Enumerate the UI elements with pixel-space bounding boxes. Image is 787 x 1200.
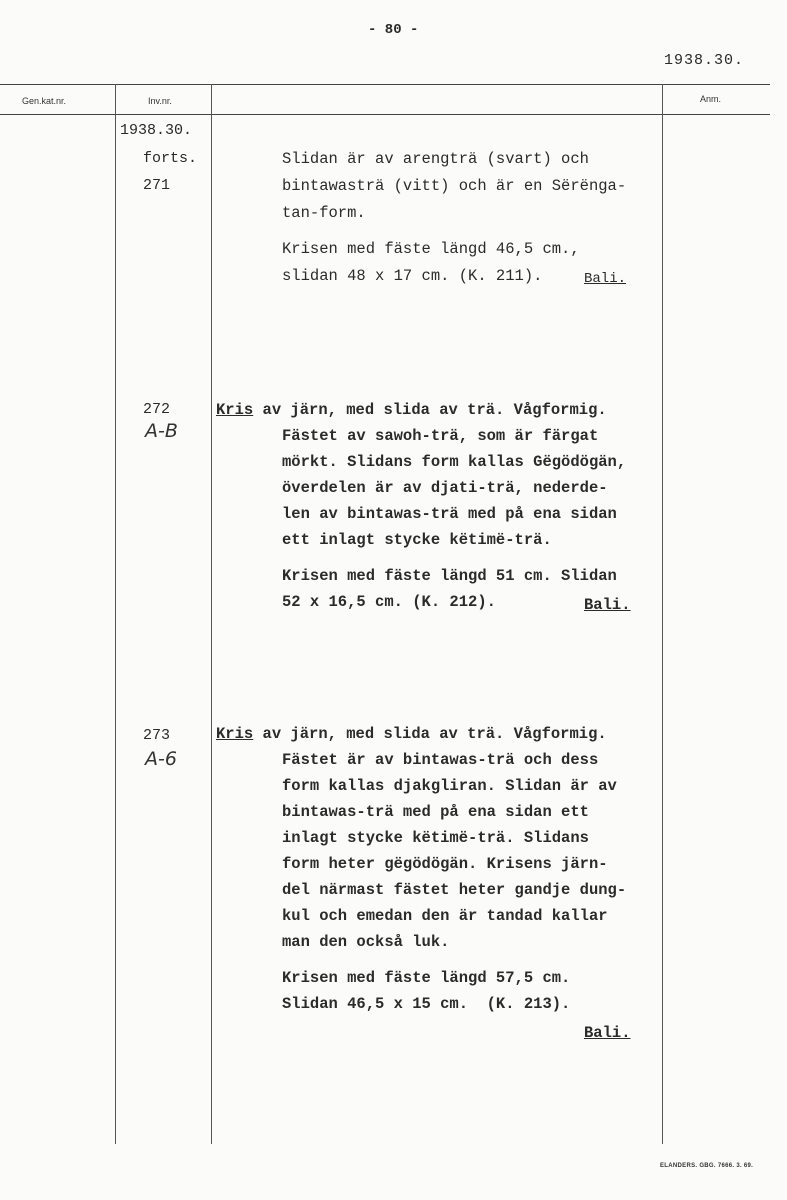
entry-272-line: mörkt. Slidans form kallas Gëgödögän, [282, 453, 627, 471]
printer-footer: ELANDERS. GBG. 7666. 3. 69. [660, 1163, 754, 1169]
entry-273-line: form kallas djakgliran. Slidan är av [282, 777, 617, 795]
entry-273-measure: Slidan 46,5 x 15 cm. (K. 213). [282, 995, 571, 1013]
entry-273-line: inlagt stycke këtimë-trä. Slidans [282, 829, 589, 847]
page-number: - 80 - [368, 22, 419, 38]
column-rule-1 [115, 84, 116, 1144]
entry-273-first-line [216, 721, 607, 747]
entry-272-measure: Krisen med fäste längd 51 cm. Slidan [282, 567, 617, 585]
entry-272-line: Fästet av sawoh-trä, som är färgat [282, 427, 599, 445]
inv-number-272: 272 [143, 401, 171, 418]
column-rule-2 [211, 84, 212, 1144]
entry-271-line: bintawasträ (vitt) och är en Sërënga- [282, 177, 627, 195]
inv-forts: forts. [143, 150, 198, 167]
entry-271-line: Slidan är av arengträ (svart) och [282, 150, 589, 168]
entry-273-line: Fästet är av bintawas-trä och dess [282, 751, 599, 769]
inv-number-271: 271 [143, 177, 171, 194]
entry-273-lead: Kris [216, 725, 254, 743]
entry-273-line: kul och emedan den är tandad kallar [282, 907, 608, 925]
inv-year: 1938.30. [120, 122, 193, 139]
entry-273-measure: Krisen med fäste längd 57,5 cm. [282, 969, 571, 987]
entry-272-line: av järn, med slida av trä. Vågformig. [253, 401, 607, 419]
entry-273-line: form heter gëgödögän. Krisens järn- [282, 855, 608, 873]
entry-272-lead: Kris [216, 401, 254, 419]
entry-272-place: Bali. [584, 596, 631, 614]
entry-273-line: bintawas-trä med på ena sidan ett [282, 803, 589, 821]
entry-272-line: ett inlagt stycke këtimë-trä. [282, 531, 552, 549]
entry-272-first-line [216, 397, 607, 423]
col-anm: Anm. [700, 94, 722, 104]
entry-273-line: del närmast fästet heter gandje dung- [282, 881, 627, 899]
entry-273-line: av järn, med slida av trä. Vågformig. [253, 725, 607, 743]
entry-273-place: Bali. [584, 1024, 631, 1042]
handwritten-mark-272: A-B [145, 420, 178, 442]
col-inv-nr: Inv.nr. [148, 96, 172, 106]
entry-271-measure: Krisen med fäste längd 46,5 cm., [282, 240, 580, 258]
entry-271-place: Bali. [584, 271, 627, 287]
col-gen-kat-nr: Gen.kat.nr. [22, 96, 67, 106]
column-rule-3 [662, 84, 663, 1144]
entry-272-measure: 52 x 16,5 cm. (K. 212). [282, 593, 496, 611]
entry-271-line: tan-form. [282, 204, 366, 222]
year-header: 1938.30. [664, 52, 745, 69]
entry-272-line: överdelen är av djati-trä, nederde- [282, 479, 608, 497]
entry-272-line: len av bintawas-trä med på ena sidan [282, 505, 617, 523]
inv-number-273: 273 [143, 727, 171, 744]
entry-273-line: man den också luk. [282, 933, 450, 951]
handwritten-mark-273: A-6 [145, 748, 177, 770]
entry-271-measure: slidan 48 x 17 cm. (K. 211). [282, 267, 543, 285]
